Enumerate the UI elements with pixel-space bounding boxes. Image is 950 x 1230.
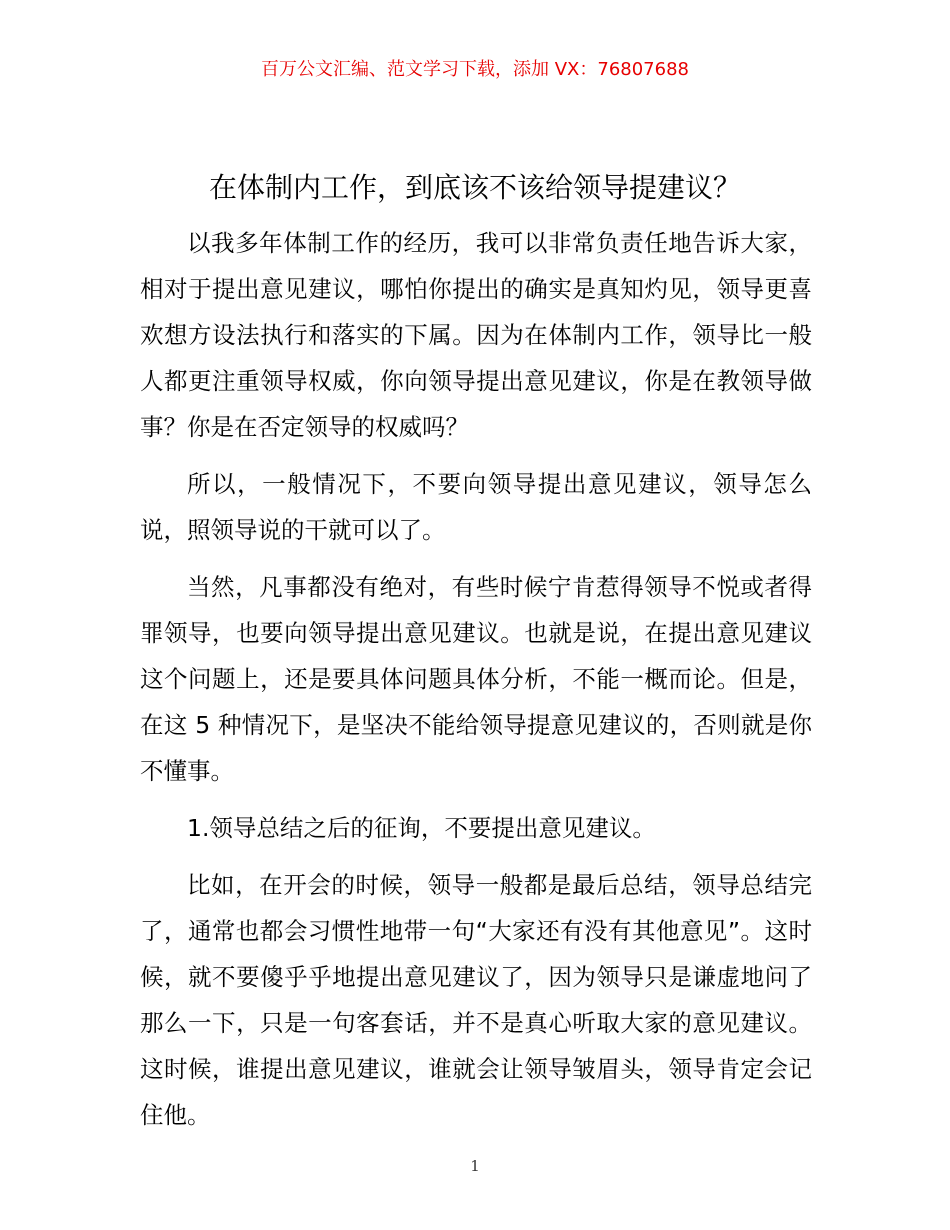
page-number: 1	[470, 1157, 480, 1175]
paragraph-general-advice: 所以，一般情况下，不要向领导提出意见建议，领导怎么说，照领导说的干就可以了。	[140, 470, 812, 544]
paragraph-point-1-heading: 1.领导总结之后的征询，不要提出意见建议。	[187, 814, 656, 842]
document-body	[140, 220, 812, 1149]
document-title: 在体制内工作，到底该不该给领导提建议？	[208, 171, 741, 204]
header-banner: 百万公文汇编、范文学习下载，添加 VX：76807688	[261, 59, 689, 80]
paragraph-exceptions: 当然，凡事都没有绝对，有些时候宁肯惹得领导不悦或者得罪领导，也要向领导提出意见建议。也就是说，在提出意见建议这个问题上，还是要具体问题具体分析，不能一概而论。但是，在这 5 种情况下，是坚决不能给领导提意见建议的，否则就是你不懂事。	[140, 573, 812, 785]
paragraph-intro: 以我多年体制工作的经历，我可以非常负责任地告诉大家，相对于提出意见建议，哪怕你提出的确实是真知灼见，领导更喜欢想方设法执行和落实的下属。因为在体制内工作，领导比一般人都更注重领导权威，你向领导提出意见建议，你是在教领导做事？你是在否定领导的权威吗？	[140, 229, 812, 441]
paragraph-point-1-example: 比如，在开会的时候，领导一般都是最后总结，领导总结完了，通常也都会习惯性地带一句“大家还有没有其他意见”。这时候，就不要傻乎乎地提出意见建议了，因为领导只是谦虚地问了那么一下，只是一句客套话，并不是真心听取大家的意见建议。这时候，谁提出意见建议，谁就会让领导皱眉头，领导肯定会记住他。	[140, 871, 812, 1129]
